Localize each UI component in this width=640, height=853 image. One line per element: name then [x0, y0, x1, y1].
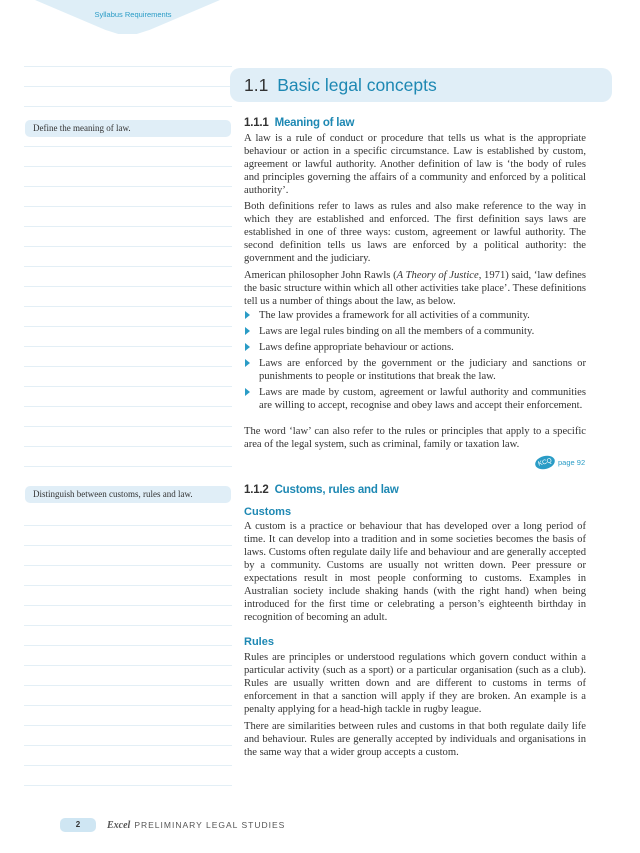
note-line: [24, 286, 232, 287]
rules-heading: Rules: [244, 636, 274, 648]
book-brand: Excel: [107, 819, 131, 831]
bullet-list: [244, 309, 586, 415]
kcq-page-link[interactable]: page 92: [558, 458, 586, 467]
note-line: [24, 66, 232, 67]
note-line: [24, 266, 232, 267]
note-line: [24, 186, 232, 187]
triangle-bullet-icon: [245, 343, 250, 351]
list-item-text: The law provides a framework for all activities of a community.: [259, 310, 530, 321]
note-line: [24, 366, 232, 367]
note-line: [24, 206, 232, 207]
note-line: [24, 745, 232, 746]
note-line: [24, 645, 232, 646]
note-line: [24, 306, 232, 307]
note-line: [24, 346, 232, 347]
triangle-bullet-icon: [245, 311, 250, 319]
paragraph: Both definitions refer to laws as rules and also make reference to the way in which they are established and enforced. The first definition says laws are established in one of three ways: custom, agreement or lawful authority. The second definition tells us laws are enforced by a political authority: the government and the judiciary.: [244, 201, 586, 264]
list-item: [244, 341, 586, 354]
paragraph-text: , 1971) said, ‘law defines the basic structure within which all other activities take place’. These definitions tell us a number of things about the law, as below.: [244, 270, 587, 307]
book-title: A Theory of Justice: [396, 270, 479, 281]
list-item: [244, 309, 586, 322]
note-line: [24, 665, 232, 666]
note-line: [24, 86, 232, 87]
paragraph: Rules are principles or understood regulations which govern conduct within a particular activity (such as a sport) or a particular organisation (such as a club). Rules are usually written down and are different to customs in terms of enforcement in that a sanction will apply if they are broken. An example is a penalty applying for a head-high tackle in rugby league.: [244, 652, 586, 715]
list-item-text: Laws define appropriate behaviour or actions.: [259, 342, 454, 353]
note-line: [24, 545, 232, 546]
list-item-text: Laws are made by custom, agreement or lawful authority and communities are willing to accept, recognise and obey laws and accept their enforcement.: [259, 387, 586, 411]
syllabus-banner-label: Syllabus Requirements: [94, 10, 172, 19]
list-item-text: Laws are legal rules binding on all the members of a community.: [259, 326, 535, 337]
subsection-heading-customs-rules-law: [244, 484, 399, 496]
triangle-bullet-icon: [245, 388, 250, 396]
list-item: [244, 325, 586, 338]
subsection-number: 1.1.2: [244, 484, 269, 496]
syllabus-box-distinguish: [25, 486, 231, 503]
note-line: [24, 446, 232, 447]
syllabus-box-define-law: [25, 120, 231, 137]
note-line: [24, 725, 232, 726]
note-line: [24, 226, 232, 227]
syllabus-text: Distinguish between customs, rules and law.: [33, 489, 193, 499]
section-title: Basic legal concepts: [277, 75, 437, 95]
note-line: [24, 386, 232, 387]
note-line: [24, 166, 232, 167]
note-line: [24, 246, 232, 247]
note-line: [24, 605, 232, 606]
note-line: [24, 685, 232, 686]
note-line: [24, 426, 232, 427]
note-line: [24, 785, 232, 786]
note-line: [24, 146, 232, 147]
customs-heading: Customs: [244, 506, 292, 518]
paragraph: There are similarities between rules and customs in that both regulate daily life and behaviour. Rules are generally accepted by individuals and organisations in the same way that a wider group accepts a custom.: [244, 721, 586, 758]
paragraph: A law is a rule of conduct or procedure that tells us what is the appropriate behaviour or action in a specific circumstance. Law is established by custom, agreement or lawful authority. Another definition of law is ‘the body of rules and principles governing the affairs of a community and enforced by a political authority’.: [244, 133, 586, 196]
paragraph: [244, 269, 586, 308]
section-header: [230, 68, 612, 102]
book-title: PRELIMINARY LEGAL STUDIES: [134, 820, 286, 830]
triangle-bullet-icon: [245, 327, 250, 335]
note-line: [24, 625, 232, 626]
section-number: 1.1: [244, 75, 269, 95]
note-line: [24, 106, 232, 107]
note-line: [24, 326, 232, 327]
triangle-bullet-icon: [245, 359, 250, 367]
note-line: [24, 525, 232, 526]
subsection-heading-meaning-of-law: [244, 117, 354, 129]
note-line: [24, 565, 232, 566]
note-line: [24, 705, 232, 706]
note-line: [24, 765, 232, 766]
subsection-title: Customs, rules and law: [274, 484, 399, 496]
subsection-title: Meaning of law: [274, 117, 355, 129]
syllabus-text: Define the meaning of law.: [33, 123, 131, 133]
paragraph: The word ‘law’ can also refer to the rules or principles that apply to a specific area of the legal system, such as criminal, family or taxation law.: [244, 426, 586, 450]
list-item: [244, 357, 586, 383]
list-item-text: Laws are enforced by the government or the judiciary and sanctions or punishments to people or institutions that break the law.: [259, 358, 586, 382]
page-number: 2: [60, 818, 96, 832]
subsection-number: 1.1.1: [244, 117, 269, 129]
paragraph: A custom is a practice or behaviour that has developed over a long period of time. It can develop into a tradition and in some societies becomes the basis of laws. Customs often regulate daily life and behaviour and are generally accepted by a community. Customs are usually not written down. Peer pressure or expectations result in most people conforming to customs. Examples in Australian society include shaking hands (with the right hand) when being introduced for the first time or celebrating a person’s eighteenth birthday in recognition of becoming an adult.: [244, 521, 586, 623]
list-item: [244, 386, 586, 412]
page-footer: [60, 818, 285, 832]
note-line: [24, 466, 232, 467]
note-line: [24, 406, 232, 407]
kcq-reference[interactable]: [535, 456, 585, 469]
paragraph-text: American philosopher John Rawls (: [244, 270, 397, 281]
kcq-badge-icon: KCQ: [534, 454, 557, 472]
note-line: [24, 585, 232, 586]
